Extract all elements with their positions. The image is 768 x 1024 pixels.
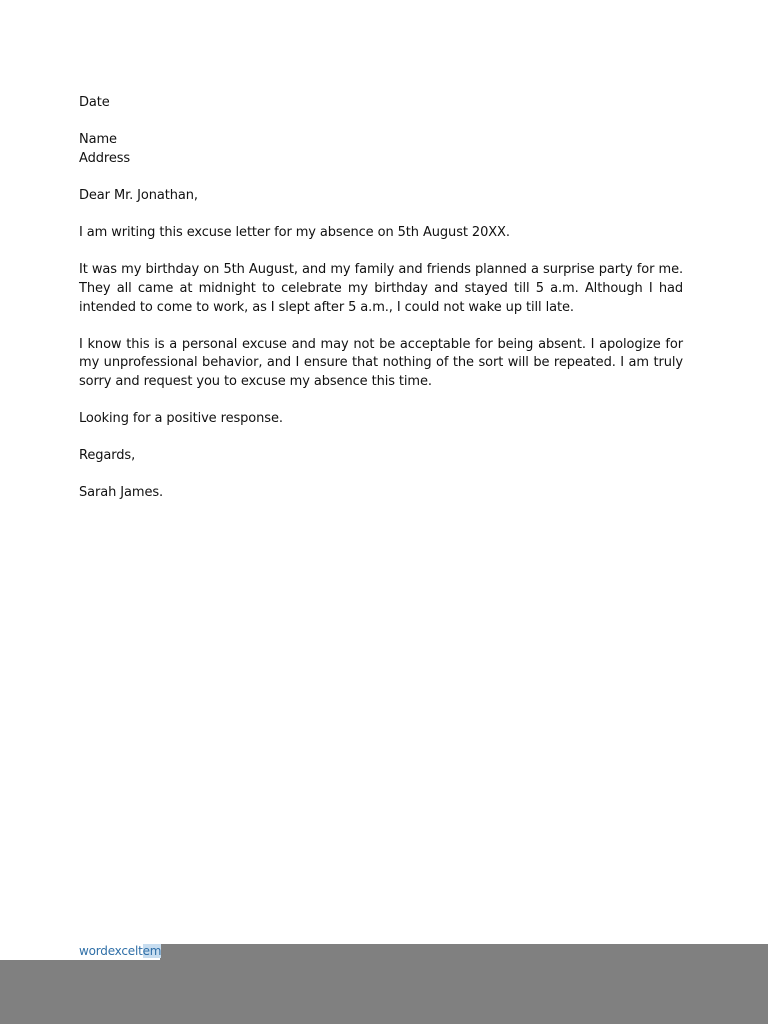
paragraph-reason: It was my birthday on 5th August, and my family and friends planned a surprise party for me. They all came at midnight to celebrate my birthday and stayed till 5 a.m. Although I had intended to come to work, as I slept after 5 a.m., I could not wake up till late. xyxy=(79,262,683,315)
watermark-tail: em xyxy=(142,944,162,958)
letter-body xyxy=(79,94,683,503)
watermark-text xyxy=(79,943,161,959)
recipient-name: Name xyxy=(79,132,117,148)
salutation: Dear Mr. Jonathan, xyxy=(79,187,198,203)
watermark-main: wordexcelt xyxy=(79,944,143,958)
letter-date: Date xyxy=(79,95,110,110)
regards: Regards, xyxy=(79,448,136,464)
paragraph-apology: I know this is a personal excuse and may not be acceptable for being absent. I apologize for my unprofessional behavior, and I ensure that nothing of the sort will be repeated. I am truly sorry and request you to excuse my absence this time. xyxy=(79,336,683,389)
closing-line: Looking for a positive response. xyxy=(79,411,283,427)
signature-name: Sarah James. xyxy=(79,485,164,501)
paragraph-intro: I am writing this excuse letter for my absence on 5th August 20XX. xyxy=(79,225,510,241)
recipient-address: Address xyxy=(79,150,131,166)
